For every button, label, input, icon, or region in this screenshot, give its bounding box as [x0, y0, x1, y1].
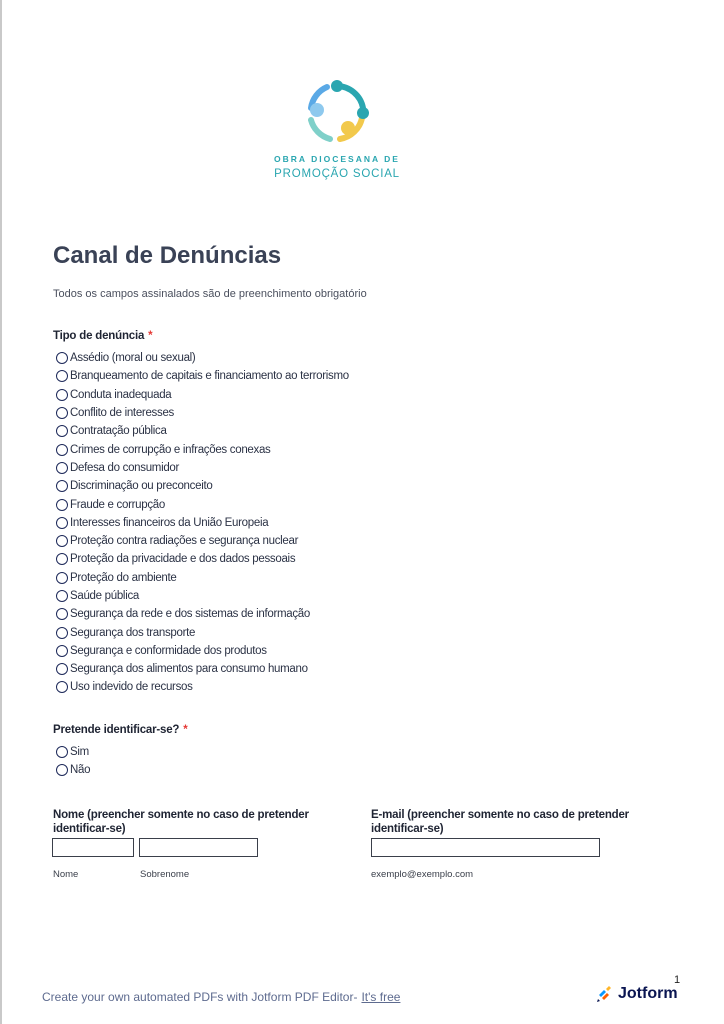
radio-button[interactable]: [56, 572, 68, 584]
tipo-denuncia-label-text: Tipo de denúncia: [53, 330, 145, 342]
radio-button[interactable]: [56, 681, 68, 693]
page-edge: [0, 0, 2, 1024]
nome-label: Nome (preencher somente no caso de pretender identificar-se): [53, 809, 309, 835]
radio-button[interactable]: [56, 553, 68, 565]
jotform-brand[interactable]: [597, 985, 678, 1003]
option-label: Segurança dos transporte: [70, 626, 196, 639]
identificar-label-text: Pretende identificar-se?: [53, 724, 180, 736]
tipo-option-radiacoes[interactable]: [56, 532, 349, 550]
radio-button[interactable]: [56, 444, 68, 456]
footer-promo: [42, 990, 400, 1004]
radio-button[interactable]: [56, 425, 68, 437]
footer-link[interactable]: It's free: [361, 990, 401, 1004]
radio-button[interactable]: [56, 645, 68, 657]
tipo-denuncia-options: [56, 349, 349, 697]
form-title: Canal de Denúncias: [53, 242, 282, 269]
tipo-option-contratacao[interactable]: [56, 422, 349, 440]
tipo-option-seguranca-alimentos[interactable]: [56, 660, 349, 678]
required-mark: *: [148, 330, 153, 342]
tipo-option-saude[interactable]: [56, 587, 349, 605]
tipo-option-conduta[interactable]: [56, 386, 349, 404]
option-label: Segurança e conformidade dos produtos: [70, 644, 267, 657]
option-label: Proteção do ambiente: [70, 571, 177, 584]
option-label: Branqueamento de capitais e financiamento ao terrorismo: [70, 370, 349, 383]
identificar-option-nao[interactable]: [56, 761, 90, 779]
logo-line-1: OBRA DIOCESANA DE: [274, 154, 400, 164]
radio-button[interactable]: [56, 517, 68, 529]
logo-circle-icon: [302, 78, 372, 148]
radio-button[interactable]: [56, 370, 68, 382]
option-label: Conduta inadequada: [70, 388, 172, 401]
radio-button[interactable]: [56, 746, 68, 758]
radio-button[interactable]: [56, 764, 68, 776]
identificar-label: [53, 724, 188, 736]
identificar-option-sim[interactable]: [56, 743, 90, 761]
tipo-option-interesses[interactable]: [56, 514, 349, 532]
option-label: Proteção contra radiações e segurança nuclear: [70, 535, 299, 548]
option-label: Proteção da privacidade e dos dados pessoais: [70, 553, 296, 566]
option-label: Crimes de corrupção e infrações conexas: [70, 443, 271, 456]
radio-button[interactable]: [56, 462, 68, 474]
option-label: Segurança dos alimentos para consumo humano: [70, 663, 308, 676]
required-mark: *: [183, 724, 188, 736]
email-input[interactable]: [371, 838, 600, 857]
email-sublabel: exemplo@exemplo.com: [371, 869, 474, 880]
option-label: Assédio (moral ou sexual): [70, 352, 196, 365]
last-name-input[interactable]: [139, 838, 258, 857]
identificar-options: [56, 743, 90, 780]
option-label: Não: [70, 764, 91, 777]
radio-button[interactable]: [56, 499, 68, 511]
radio-button[interactable]: [56, 407, 68, 419]
option-label: Interesses financeiros da União Europeia: [70, 516, 269, 529]
tipo-option-seguranca-rede[interactable]: [56, 605, 349, 623]
tipo-option-crimes[interactable]: [56, 440, 349, 458]
page-number: 1: [674, 974, 681, 986]
email-label: E-mail (preencher somente no caso de pretender identificar-se): [371, 809, 629, 835]
tipo-option-branqueamento[interactable]: [56, 367, 349, 385]
tipo-option-fraude[interactable]: [56, 495, 349, 513]
radio-button[interactable]: [56, 480, 68, 492]
last-name-sublabel: Sobrenome: [140, 869, 190, 880]
option-label: Segurança da rede e dos sistemas de informação: [70, 608, 310, 621]
option-label: Uso indevido de recursos: [70, 681, 193, 694]
option-label: Conflito de interesses: [70, 407, 174, 420]
jotform-brand-text: Jotform: [618, 985, 678, 1002]
radio-button[interactable]: [56, 627, 68, 639]
option-label: Sim: [70, 746, 89, 759]
radio-button[interactable]: [56, 389, 68, 401]
radio-button[interactable]: [56, 663, 68, 675]
tipo-option-privacidade[interactable]: [56, 550, 349, 568]
tipo-option-conflito[interactable]: [56, 404, 349, 422]
organization-logo: [272, 78, 402, 188]
radio-button[interactable]: [56, 535, 68, 547]
radio-button[interactable]: [56, 608, 68, 620]
radio-button[interactable]: [56, 352, 68, 364]
tipo-option-assedio[interactable]: [56, 349, 349, 367]
tipo-denuncia-label: [53, 330, 152, 342]
option-label: Fraude e corrupção: [70, 498, 165, 511]
option-label: Defesa do consumidor: [70, 461, 180, 474]
tipo-option-discriminacao[interactable]: [56, 477, 349, 495]
tipo-option-defesa[interactable]: [56, 459, 349, 477]
tipo-option-seguranca-transporte[interactable]: [56, 623, 349, 641]
tipo-option-uso-indevido[interactable]: [56, 678, 349, 696]
radio-button[interactable]: [56, 590, 68, 602]
form-subtitle: Todos os campos assinalados são de preenchimento obrigatório: [53, 288, 367, 300]
first-name-input[interactable]: [52, 838, 134, 857]
footer-text: Create your own automated PDFs with Jotform PDF Editor-: [42, 990, 358, 1004]
first-name-sublabel: Nome: [53, 869, 79, 880]
tipo-option-seguranca-produtos[interactable]: [56, 642, 349, 660]
jotform-logo-icon: [597, 986, 613, 1002]
option-label: Discriminação ou preconceito: [70, 480, 213, 493]
option-label: Saúde pública: [70, 590, 139, 602]
option-label: Contratação pública: [70, 425, 167, 438]
tipo-option-ambiente[interactable]: [56, 569, 349, 587]
logo-line-2: PROMOÇÃO SOCIAL: [274, 168, 400, 180]
